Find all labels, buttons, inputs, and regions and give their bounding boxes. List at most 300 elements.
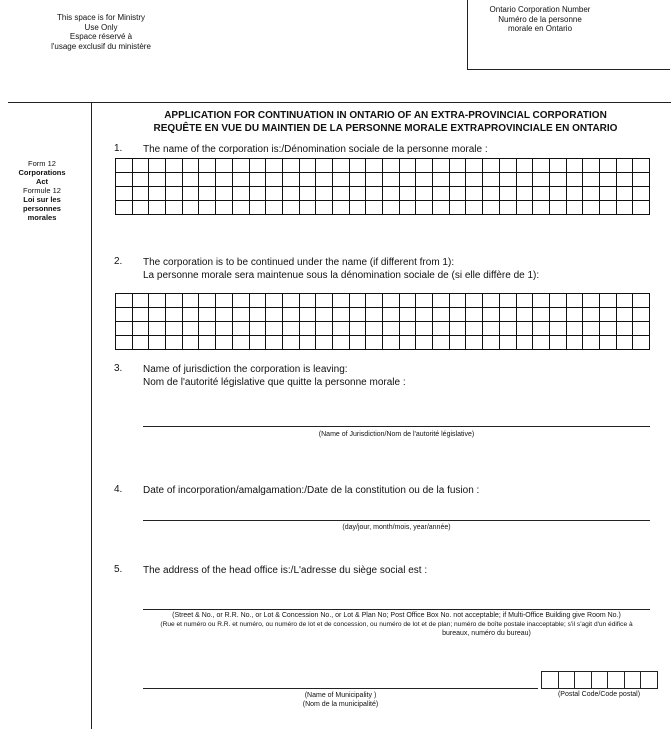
character-box[interactable] [416, 308, 433, 322]
question-1-number: 1. [114, 143, 123, 154]
character-box[interactable] [533, 322, 550, 336]
character-box[interactable] [517, 336, 534, 350]
grid-row [116, 322, 650, 336]
character-box[interactable] [617, 187, 634, 201]
header-divider [8, 102, 671, 103]
character-box[interactable] [266, 201, 283, 215]
character-box[interactable] [583, 173, 600, 187]
character-box[interactable] [500, 294, 517, 308]
character-box[interactable] [266, 322, 283, 336]
character-box[interactable] [450, 201, 467, 215]
character-box[interactable] [316, 173, 333, 187]
street-caption-fr-2: bureaux, numéro du bureau) [442, 630, 531, 637]
character-box[interactable] [450, 308, 467, 322]
postal-code-box[interactable] [559, 672, 576, 689]
character-box[interactable] [633, 201, 650, 215]
character-box[interactable] [333, 294, 350, 308]
character-box[interactable] [600, 187, 617, 201]
character-box[interactable] [567, 336, 584, 350]
character-box[interactable] [283, 336, 300, 350]
character-box[interactable] [116, 173, 133, 187]
character-box[interactable] [366, 336, 383, 350]
character-box[interactable] [233, 336, 250, 350]
character-box[interactable] [366, 308, 383, 322]
character-box[interactable] [617, 294, 634, 308]
character-box[interactable] [250, 294, 267, 308]
character-box[interactable] [316, 336, 333, 350]
character-box[interactable] [233, 159, 250, 173]
character-box[interactable] [133, 173, 150, 187]
character-box[interactable] [600, 201, 617, 215]
character-box[interactable] [466, 201, 483, 215]
character-box[interactable] [199, 294, 216, 308]
ministry-line: l'usage exclusif du ministère [51, 41, 151, 51]
character-box[interactable] [533, 159, 550, 173]
character-box[interactable] [517, 173, 534, 187]
character-box[interactable] [450, 322, 467, 336]
character-box[interactable] [550, 308, 567, 322]
character-box[interactable] [633, 187, 650, 201]
character-box[interactable] [466, 336, 483, 350]
character-box[interactable] [583, 187, 600, 201]
character-box[interactable] [233, 322, 250, 336]
character-box[interactable] [600, 322, 617, 336]
character-box[interactable] [316, 159, 333, 173]
character-box[interactable] [266, 173, 283, 187]
character-box[interactable] [483, 187, 500, 201]
character-box[interactable] [600, 308, 617, 322]
character-box[interactable] [166, 187, 183, 201]
character-box[interactable] [133, 308, 150, 322]
corp-number-line: Numéro de la personne [498, 14, 582, 24]
character-box[interactable] [266, 336, 283, 350]
character-box[interactable] [533, 201, 550, 215]
character-box[interactable] [183, 308, 200, 322]
character-box[interactable] [433, 322, 450, 336]
character-box[interactable] [333, 336, 350, 350]
question-3-text-en: Name of jurisdiction the corporation is leaving: [143, 364, 348, 375]
character-box[interactable] [149, 308, 166, 322]
character-box[interactable] [533, 336, 550, 350]
character-box[interactable] [333, 159, 350, 173]
character-box[interactable] [517, 159, 534, 173]
character-box[interactable] [199, 322, 216, 336]
character-box[interactable] [450, 336, 467, 350]
character-box[interactable] [266, 187, 283, 201]
character-box[interactable] [366, 201, 383, 215]
character-box[interactable] [500, 187, 517, 201]
character-box[interactable] [550, 322, 567, 336]
character-box[interactable] [116, 159, 133, 173]
character-box[interactable] [433, 308, 450, 322]
character-box[interactable] [383, 173, 400, 187]
character-box[interactable] [567, 322, 584, 336]
postal-code-caption: (Postal Code/Code postal) [557, 691, 641, 698]
character-box[interactable] [283, 322, 300, 336]
corporation-name-grid[interactable] [115, 158, 650, 215]
character-box[interactable] [567, 187, 584, 201]
character-box[interactable] [383, 294, 400, 308]
character-box[interactable] [583, 322, 600, 336]
character-box[interactable] [300, 322, 317, 336]
character-box[interactable] [233, 187, 250, 201]
character-box[interactable] [617, 308, 634, 322]
character-box[interactable] [433, 187, 450, 201]
grid-row [116, 201, 650, 215]
character-box[interactable] [500, 308, 517, 322]
character-box[interactable] [517, 201, 534, 215]
character-box[interactable] [216, 294, 233, 308]
corp-number-line: morale en Ontario [507, 24, 573, 33]
character-box[interactable] [149, 336, 166, 350]
character-box[interactable] [166, 308, 183, 322]
postal-code-box[interactable] [575, 672, 592, 689]
character-box[interactable] [400, 201, 417, 215]
character-box[interactable] [500, 173, 517, 187]
corp-number-line: Ontario Corporation Number [489, 5, 591, 14]
character-box[interactable] [533, 294, 550, 308]
character-box[interactable] [300, 201, 317, 215]
continued-name-grid[interactable] [115, 293, 650, 350]
character-box[interactable] [400, 159, 417, 173]
character-box[interactable] [550, 336, 567, 350]
character-box[interactable] [300, 173, 317, 187]
character-box[interactable] [350, 159, 367, 173]
character-box[interactable] [633, 159, 650, 173]
character-box[interactable] [450, 159, 467, 173]
postal-code-boxes[interactable] [541, 671, 658, 689]
character-box[interactable] [266, 294, 283, 308]
character-box[interactable] [166, 159, 183, 173]
character-box[interactable] [233, 173, 250, 187]
character-box[interactable] [400, 187, 417, 201]
character-box[interactable] [416, 336, 433, 350]
character-box[interactable] [216, 187, 233, 201]
character-box[interactable] [567, 159, 584, 173]
character-box[interactable] [316, 308, 333, 322]
character-box[interactable] [183, 201, 200, 215]
character-box[interactable] [533, 187, 550, 201]
postal-code-box[interactable] [542, 672, 559, 689]
character-box[interactable] [216, 173, 233, 187]
character-box[interactable] [633, 173, 650, 187]
character-box[interactable] [517, 322, 534, 336]
character-box[interactable] [233, 308, 250, 322]
character-box[interactable] [250, 187, 267, 201]
character-box[interactable] [617, 336, 634, 350]
character-box[interactable] [116, 336, 133, 350]
character-box[interactable] [149, 187, 166, 201]
character-box[interactable] [199, 187, 216, 201]
character-box[interactable] [149, 294, 166, 308]
character-box[interactable] [450, 294, 467, 308]
character-box[interactable] [483, 308, 500, 322]
character-box[interactable] [466, 322, 483, 336]
postal-code-box[interactable] [592, 672, 609, 689]
character-box[interactable] [316, 322, 333, 336]
character-box[interactable] [166, 173, 183, 187]
character-box[interactable] [116, 308, 133, 322]
character-box[interactable] [250, 159, 267, 173]
corporation-number-label [470, 5, 610, 34]
character-box[interactable] [366, 322, 383, 336]
character-box[interactable] [366, 159, 383, 173]
character-box[interactable] [366, 294, 383, 308]
character-box[interactable] [199, 336, 216, 350]
character-box[interactable] [500, 201, 517, 215]
character-box[interactable] [533, 173, 550, 187]
character-box[interactable] [600, 294, 617, 308]
character-box[interactable] [250, 322, 267, 336]
character-box[interactable] [133, 159, 150, 173]
character-box[interactable] [116, 201, 133, 215]
character-box[interactable] [466, 308, 483, 322]
character-box[interactable] [316, 187, 333, 201]
character-box[interactable] [149, 159, 166, 173]
character-box[interactable] [466, 173, 483, 187]
question-4-text: Date of incorporation/amalgamation:/Date de la constitution ou de la fusion : [143, 485, 480, 496]
character-box[interactable] [316, 201, 333, 215]
character-box[interactable] [133, 336, 150, 350]
character-box[interactable] [366, 187, 383, 201]
form-label-line: Form 12 [28, 159, 56, 168]
character-box[interactable] [233, 201, 250, 215]
grid-row [116, 173, 650, 187]
character-box[interactable] [500, 159, 517, 173]
character-box[interactable] [583, 294, 600, 308]
question-2-text-en: The corporation is to be continued under the name (if different from 1): [143, 257, 455, 268]
character-box[interactable] [483, 159, 500, 173]
character-box[interactable] [350, 322, 367, 336]
character-box[interactable] [350, 336, 367, 350]
character-box[interactable] [266, 159, 283, 173]
character-box[interactable] [550, 159, 567, 173]
character-box[interactable] [216, 336, 233, 350]
character-box[interactable] [416, 201, 433, 215]
character-box[interactable] [600, 159, 617, 173]
character-box[interactable] [500, 336, 517, 350]
character-box[interactable] [183, 159, 200, 173]
character-box[interactable] [183, 294, 200, 308]
question-5-text: The address of the head office is:/L'adresse du siège social est : [143, 565, 428, 576]
character-box[interactable] [166, 322, 183, 336]
character-box[interactable] [466, 187, 483, 201]
municipality-caption-en: (Name of Municipality ) [304, 692, 377, 699]
character-box[interactable] [199, 173, 216, 187]
character-box[interactable] [116, 322, 133, 336]
character-box[interactable] [567, 173, 584, 187]
character-box[interactable] [433, 336, 450, 350]
incorporation-date-field[interactable] [143, 520, 650, 521]
character-box[interactable] [350, 201, 367, 215]
character-box[interactable] [383, 159, 400, 173]
character-box[interactable] [500, 322, 517, 336]
grid-row [116, 336, 650, 350]
character-box[interactable] [300, 294, 317, 308]
character-box[interactable] [316, 294, 333, 308]
character-box[interactable] [400, 322, 417, 336]
character-box[interactable] [416, 294, 433, 308]
character-box[interactable] [233, 294, 250, 308]
character-box[interactable] [617, 322, 634, 336]
character-box[interactable] [333, 201, 350, 215]
character-box[interactable] [550, 173, 567, 187]
character-box[interactable] [149, 173, 166, 187]
character-box[interactable] [266, 308, 283, 322]
character-box[interactable] [300, 308, 317, 322]
street-caption-en: (Street & No., or R.R. No., or Lot & Concession No., or Lot & Plan No; Post Office Box No. not acceptable; if Multi-Office Building give Room No.) [172, 612, 621, 619]
character-box[interactable] [633, 336, 650, 350]
character-box[interactable] [633, 308, 650, 322]
character-box[interactable] [166, 336, 183, 350]
character-box[interactable] [517, 187, 534, 201]
character-box[interactable] [283, 187, 300, 201]
character-box[interactable] [633, 322, 650, 336]
character-box[interactable] [416, 173, 433, 187]
character-box[interactable] [383, 187, 400, 201]
character-box[interactable] [483, 173, 500, 187]
character-box[interactable] [550, 187, 567, 201]
character-box[interactable] [333, 308, 350, 322]
character-box[interactable] [199, 201, 216, 215]
character-box[interactable] [550, 294, 567, 308]
character-box[interactable] [383, 336, 400, 350]
character-box[interactable] [383, 201, 400, 215]
character-box[interactable] [216, 159, 233, 173]
character-box[interactable] [450, 187, 467, 201]
character-box[interactable] [400, 308, 417, 322]
street-caption-fr-1: (Rue et numéro ou R.R. et numéro, ou numéro de lot et de concession, ou numéro de lot et de plan; numéro de boîte postale inacceptable; s'il s'agit d'un édifice à [160, 621, 633, 628]
character-box[interactable] [166, 201, 183, 215]
postal-code-box[interactable] [625, 672, 642, 689]
character-box[interactable] [250, 308, 267, 322]
municipality-caption-fr: (Nom de la municipalité) [302, 701, 379, 708]
character-box[interactable] [583, 308, 600, 322]
character-box[interactable] [133, 294, 150, 308]
character-box[interactable] [433, 294, 450, 308]
character-box[interactable] [583, 159, 600, 173]
character-box[interactable] [350, 308, 367, 322]
character-box[interactable] [333, 173, 350, 187]
character-box[interactable] [433, 159, 450, 173]
character-box[interactable] [183, 336, 200, 350]
character-box[interactable] [300, 159, 317, 173]
character-box[interactable] [149, 201, 166, 215]
character-box[interactable] [567, 201, 584, 215]
character-box[interactable] [133, 201, 150, 215]
character-box[interactable] [617, 159, 634, 173]
character-box[interactable] [133, 322, 150, 336]
character-box[interactable] [133, 187, 150, 201]
character-box[interactable] [333, 187, 350, 201]
character-box[interactable] [567, 294, 584, 308]
character-box[interactable] [567, 308, 584, 322]
character-box[interactable] [250, 201, 267, 215]
character-box[interactable] [416, 159, 433, 173]
character-box[interactable] [216, 201, 233, 215]
character-box[interactable] [600, 173, 617, 187]
character-box[interactable] [466, 159, 483, 173]
character-box[interactable] [533, 308, 550, 322]
character-box[interactable] [283, 201, 300, 215]
character-box[interactable] [383, 322, 400, 336]
character-box[interactable] [383, 308, 400, 322]
question-3-text-fr: Nom de l'autorité législative que quitte la personne morale : [143, 377, 406, 388]
character-box[interactable] [283, 159, 300, 173]
form-label-line: Corporations [18, 168, 66, 177]
postal-code-box[interactable] [641, 672, 658, 689]
character-box[interactable] [250, 336, 267, 350]
character-box[interactable] [400, 336, 417, 350]
character-box[interactable] [149, 322, 166, 336]
character-box[interactable] [433, 173, 450, 187]
character-box[interactable] [550, 201, 567, 215]
character-box[interactable] [366, 173, 383, 187]
character-box[interactable] [183, 322, 200, 336]
character-box[interactable] [450, 173, 467, 187]
character-box[interactable] [400, 173, 417, 187]
character-box[interactable] [600, 336, 617, 350]
character-box[interactable] [483, 201, 500, 215]
character-box[interactable] [333, 322, 350, 336]
character-box[interactable] [283, 294, 300, 308]
character-box[interactable] [116, 187, 133, 201]
character-box[interactable] [216, 308, 233, 322]
character-box[interactable] [116, 294, 133, 308]
character-box[interactable] [300, 187, 317, 201]
character-box[interactable] [300, 336, 317, 350]
grid-row [116, 308, 650, 322]
character-box[interactable] [416, 187, 433, 201]
date-caption: (day/jour, month/mois, year/année) [342, 524, 451, 531]
character-box[interactable] [633, 294, 650, 308]
character-box[interactable] [400, 294, 417, 308]
character-box[interactable] [350, 173, 367, 187]
character-box[interactable] [517, 294, 534, 308]
character-box[interactable] [483, 336, 500, 350]
character-box[interactable] [466, 294, 483, 308]
character-box[interactable] [617, 173, 634, 187]
character-box[interactable] [216, 322, 233, 336]
character-box[interactable] [483, 322, 500, 336]
municipality-field[interactable] [143, 688, 538, 689]
character-box[interactable] [483, 294, 500, 308]
postal-code-box[interactable] [608, 672, 625, 689]
character-box[interactable] [583, 336, 600, 350]
jurisdiction-field[interactable] [143, 426, 650, 427]
character-box[interactable] [517, 308, 534, 322]
character-box[interactable] [250, 173, 267, 187]
character-box[interactable] [283, 173, 300, 187]
character-box[interactable] [617, 201, 634, 215]
street-address-field[interactable] [143, 609, 650, 610]
margin-divider [91, 102, 92, 729]
character-box[interactable] [416, 322, 433, 336]
ministry-use-only-note [8, 13, 194, 51]
character-box[interactable] [283, 308, 300, 322]
character-box[interactable] [183, 187, 200, 201]
question-2-text-fr: La personne morale sera maintenue sous la dénomination sociale de (si elle diffère de 1): [143, 270, 540, 281]
character-box[interactable] [199, 308, 216, 322]
character-box[interactable] [350, 294, 367, 308]
character-box[interactable] [166, 294, 183, 308]
character-box[interactable] [183, 173, 200, 187]
grid-row [116, 187, 650, 201]
character-box[interactable] [433, 201, 450, 215]
character-box[interactable] [583, 201, 600, 215]
character-box[interactable] [199, 159, 216, 173]
character-box[interactable] [350, 187, 367, 201]
